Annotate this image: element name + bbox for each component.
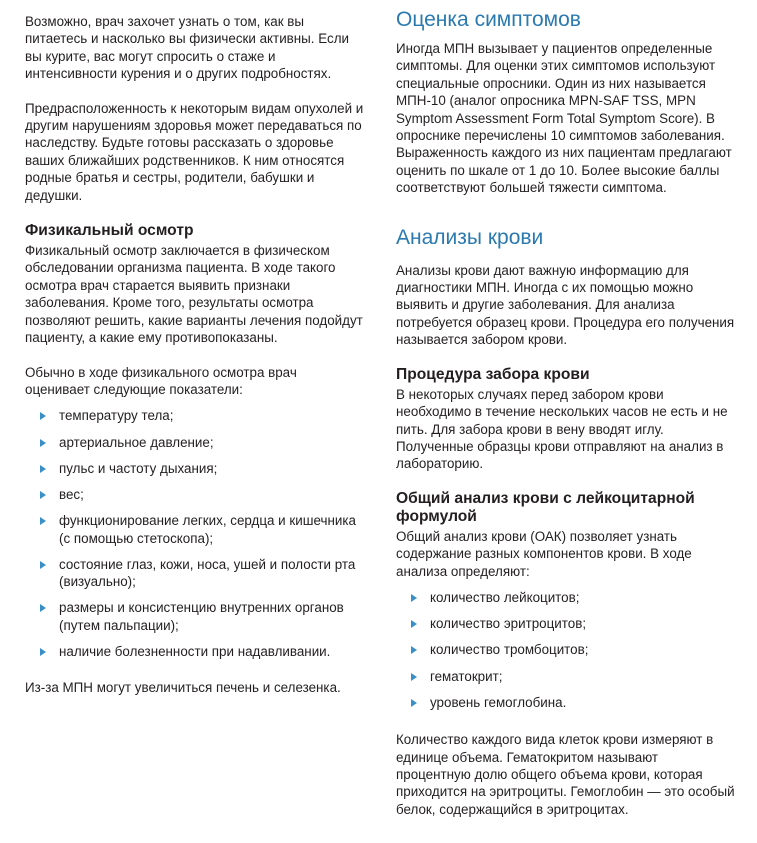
chevron-right-icon (40, 491, 46, 499)
right-column (396, 0, 736, 818)
chevron-right-icon (40, 465, 46, 473)
cbc-closing-paragraph: Количество каждого вида клеток крови измеряют в единице объема. Гематокритом называют процентную долю общего объема крови, которая приходится на эритроциты. Гемоглобин — это особый белок, содержащийся в эритроцитах. (396, 732, 735, 817)
list-item: уровень гемоглобина. (396, 694, 736, 711)
symptoms-paragraph: Иногда МПН вызывает у пациентов определенные симптомы. Для оценки этих симптомов используют специальные опросники. Один из них называется МПН-10 (аналог опросника MPN-SAF TSS, MPN Symptom Assessment Form Total Symptom Score). В опроснике перечислены 10 симптомов заболевания. Выраженность каждого из них пациентам предлагают оценить по шкале от 1 до 10. Более высокие баллы соответствуют большей тяжести симптома. (396, 41, 732, 196)
list-item: наличие болезненности при надавливании. (25, 643, 365, 660)
chevron-right-icon (40, 517, 46, 525)
indicators-list (25, 407, 365, 660)
physical-exam-heading: Физикальный осмотр (25, 222, 194, 240)
list-item: функционирование легких, сердца и кишечника (с помощью стетоскопа); (25, 512, 365, 547)
chevron-right-icon (411, 699, 417, 707)
list-item: количество лейкоцитов; (396, 589, 736, 606)
list-item: пульс и частоту дыхания; (25, 460, 365, 477)
blood-tests-paragraph: Анализы крови дают важную информацию для диагностики МПН. Иногда с их помощью можно выявить и другие заболевания. Для анализа потребуется образец крови. Процедура его получения называется забором крови. (396, 262, 735, 348)
indicators-intro: Обычно в ходе физикального осмотра врач оценивает следующие показатели: (25, 364, 297, 397)
symptoms-heading: Оценка симптомов (396, 8, 581, 31)
list-item: вес; (25, 486, 365, 503)
liver-spleen-note: Из-за МПН могут увеличиться печень и селезенка. (25, 680, 341, 696)
chevron-right-icon (411, 673, 417, 681)
chevron-right-icon (40, 604, 46, 612)
blood-draw-heading: Процедура забора крови (396, 365, 590, 383)
physical-exam-paragraph: Физикальный осмотр заключается в физическом обследовании организма пациента. В ходе такого осмотра врач старается выявить признаки заболевания. Кроме того, результаты осмотра позволяют решить, какие варианты лечения подойдут пациенту, а какие ему противопоказаны. (25, 243, 363, 346)
chevron-right-icon (40, 412, 46, 420)
chevron-right-icon (40, 648, 46, 656)
list-item: состояние глаз, кожи, носа, ушей и полости рта (визуально); (25, 556, 365, 591)
chevron-right-icon (411, 620, 417, 628)
cbc-heading: Общий анализ крови с лейкоцитарной формулой (396, 489, 695, 525)
heredity-paragraph: Предрасположенность к некоторым видам опухолей и другим нарушениям здоровья может передаваться по наследству. Будьте готовы рассказать о здоровье ваших ближайших родственников. К ним относятся родные братья и сестры, родители, бабушки и дедушки. (25, 100, 364, 203)
chevron-right-icon (40, 439, 46, 447)
blood-tests-heading: Анализы крови (396, 225, 544, 249)
chevron-right-icon (40, 561, 46, 569)
list-item: количество тромбоцитов; (396, 641, 736, 658)
cbc-paragraph: Общий анализ крови (ОАК) позволяет узнать содержание разных компонентов крови. В ходе анализа определяют: (396, 528, 692, 579)
list-item: размеры и консистенцию внутренних органов (путем пальпации); (25, 599, 365, 634)
list-item: количество эритроцитов; (396, 615, 736, 632)
cbc-list (396, 589, 736, 711)
list-item: артериальное давление; (25, 434, 365, 451)
diet-smoking-paragraph: Возможно, врач захочет узнать о том, как вы питаетесь и насколько вы физически активны. Если вы курите, вас могут спросить о стаже и интенсивности курения и о других подробностях. (25, 14, 350, 82)
blood-draw-paragraph: В некоторых случаях перед забором крови необходимо в течение нескольких часов не есть и не пить. Для забора крови в вену вводят иглу. Полученные образцы крови отправляют на анализ в лабораторию. (396, 386, 728, 472)
chevron-right-icon (411, 594, 417, 602)
list-item: температуру тела; (25, 407, 365, 424)
left-column (25, 0, 365, 697)
chevron-right-icon (411, 646, 417, 654)
list-item: гематокрит; (396, 668, 736, 685)
